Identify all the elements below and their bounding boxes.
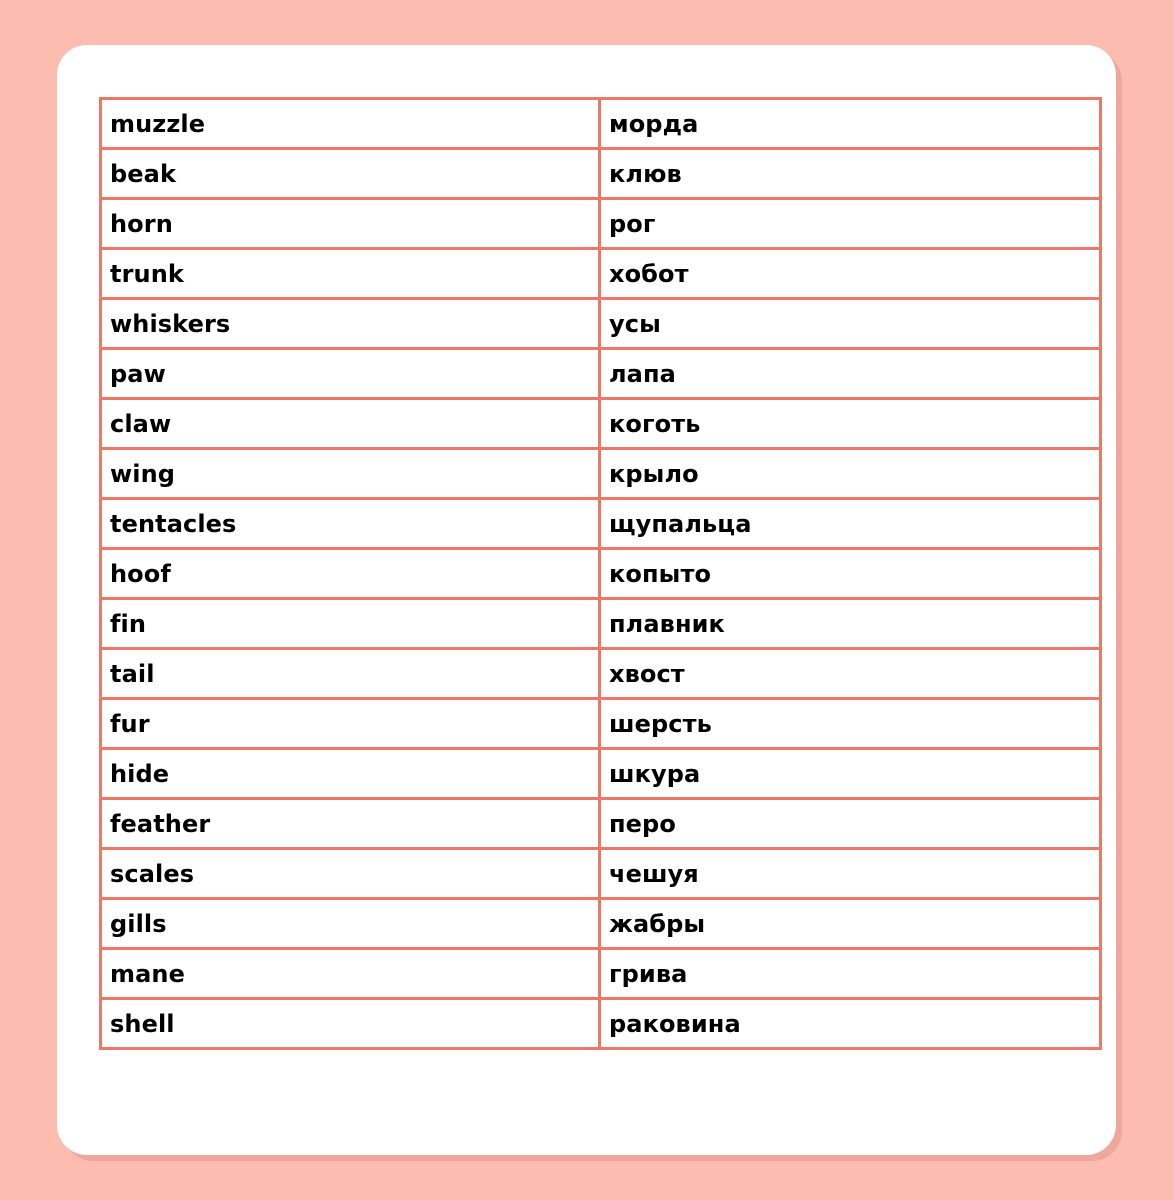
english-word-cell: tail: [101, 649, 600, 699]
table-row: [101, 549, 1101, 599]
russian-translation-cell: копыто: [600, 549, 1101, 599]
english-word-cell: trunk: [101, 249, 600, 299]
english-word-cell: mane: [101, 949, 600, 999]
russian-translation-cell: хобот: [600, 249, 1101, 299]
table-row: [101, 999, 1101, 1049]
table-row: [101, 299, 1101, 349]
table-row: [101, 99, 1101, 149]
russian-translation-cell: перо: [600, 799, 1101, 849]
russian-translation-cell: шерсть: [600, 699, 1101, 749]
table-row: [101, 799, 1101, 849]
english-word-cell: hide: [101, 749, 600, 799]
russian-translation-cell: усы: [600, 299, 1101, 349]
russian-translation-cell: рог: [600, 199, 1101, 249]
english-word-cell: whiskers: [101, 299, 600, 349]
vocabulary-card: [57, 45, 1116, 1155]
vocabulary-table-body: [101, 99, 1101, 1049]
table-row: [101, 349, 1101, 399]
russian-translation-cell: щупальца: [600, 499, 1101, 549]
english-word-cell: scales: [101, 849, 600, 899]
english-word-cell: gills: [101, 899, 600, 949]
russian-translation-cell: крыло: [600, 449, 1101, 499]
russian-translation-cell: чешуя: [600, 849, 1101, 899]
russian-translation-cell: клюв: [600, 149, 1101, 199]
table-row: [101, 949, 1101, 999]
russian-translation-cell: раковина: [600, 999, 1101, 1049]
table-row: [101, 399, 1101, 449]
table-row: [101, 449, 1101, 499]
english-word-cell: horn: [101, 199, 600, 249]
table-row: [101, 699, 1101, 749]
table-row: [101, 249, 1101, 299]
table-row: [101, 599, 1101, 649]
english-word-cell: wing: [101, 449, 600, 499]
russian-translation-cell: грива: [600, 949, 1101, 999]
russian-translation-cell: лапа: [600, 349, 1101, 399]
english-word-cell: fur: [101, 699, 600, 749]
english-word-cell: tentacles: [101, 499, 600, 549]
table-row: [101, 199, 1101, 249]
russian-translation-cell: морда: [600, 99, 1101, 149]
table-row: [101, 149, 1101, 199]
table-row: [101, 899, 1101, 949]
english-word-cell: claw: [101, 399, 600, 449]
russian-translation-cell: жабры: [600, 899, 1101, 949]
table-row: [101, 749, 1101, 799]
english-word-cell: beak: [101, 149, 600, 199]
english-word-cell: feather: [101, 799, 600, 849]
english-word-cell: fin: [101, 599, 600, 649]
russian-translation-cell: коготь: [600, 399, 1101, 449]
english-word-cell: shell: [101, 999, 600, 1049]
table-row: [101, 849, 1101, 899]
table-row: [101, 649, 1101, 699]
english-word-cell: paw: [101, 349, 600, 399]
russian-translation-cell: плавник: [600, 599, 1101, 649]
russian-translation-cell: хвост: [600, 649, 1101, 699]
table-row: [101, 499, 1101, 549]
russian-translation-cell: шкура: [600, 749, 1101, 799]
vocabulary-table: [99, 97, 1102, 1050]
english-word-cell: hoof: [101, 549, 600, 599]
english-word-cell: muzzle: [101, 99, 600, 149]
